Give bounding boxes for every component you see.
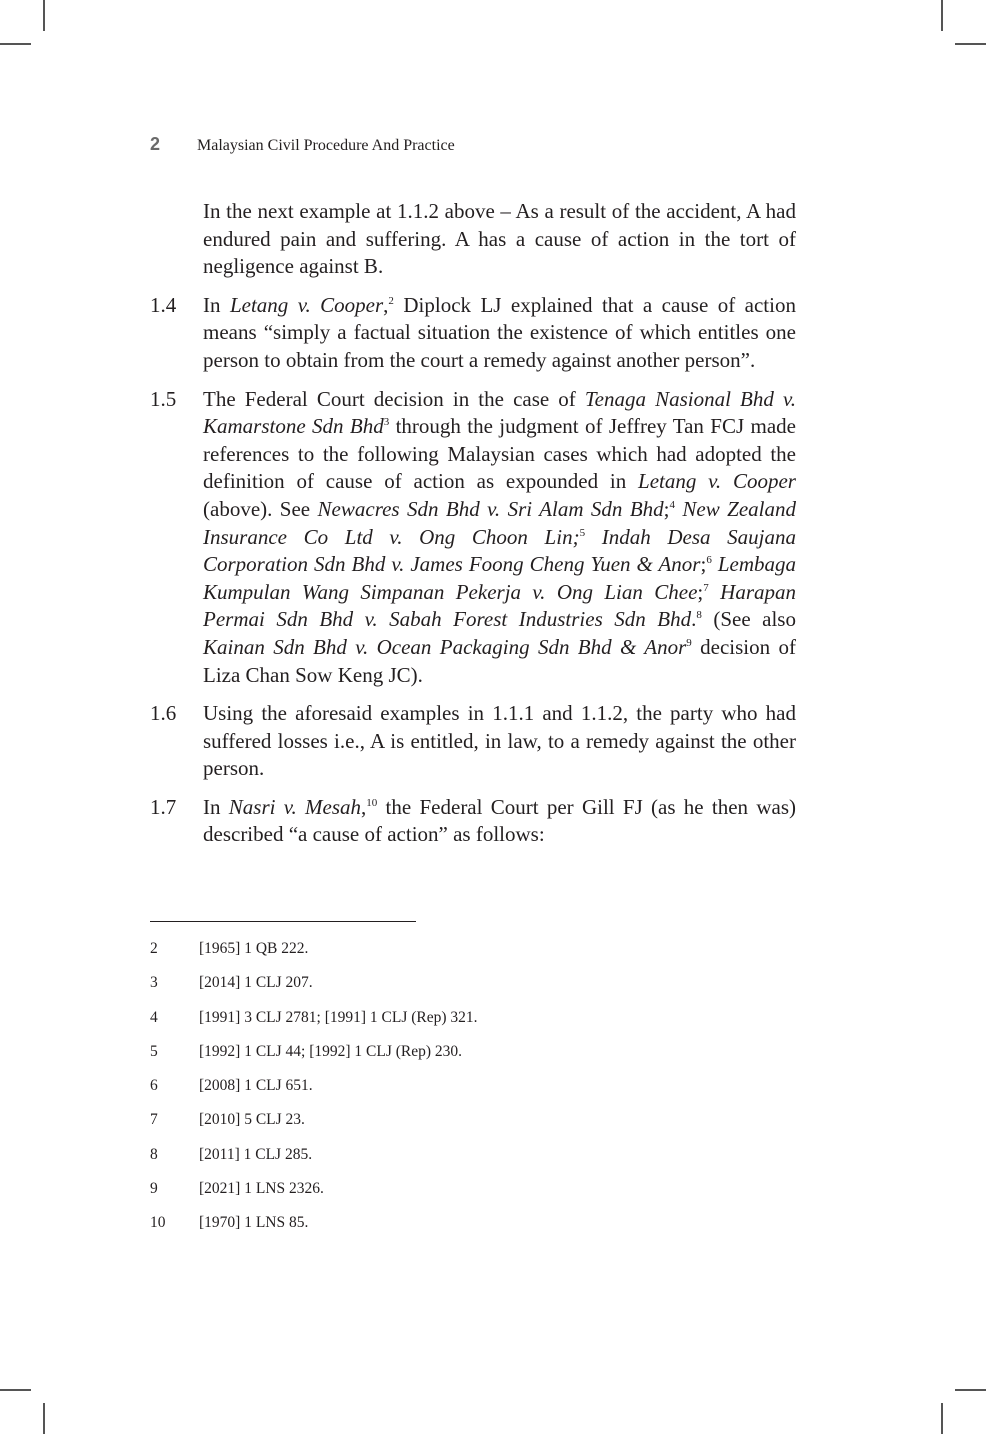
footnote-reference: 6 — [706, 553, 712, 566]
crop-mark-bottom-left-horizontal — [0, 1389, 31, 1391]
continuation-paragraph — [150, 198, 796, 281]
footnote-citation: [1970] 1 LNS 85. — [199, 1214, 309, 1232]
running-head — [150, 134, 455, 158]
footnote-reference: 4 — [669, 498, 675, 511]
text-run: The Federal Court decision in the case of — [203, 386, 585, 411]
case-name: Indah Desa Saujana Corporation Sdn Bhd v. James Foong Cheng Yuen & Anor — [203, 524, 796, 577]
footnote-8 — [150, 1146, 478, 1180]
paragraph-number: 1.4 — [150, 292, 177, 317]
paragraph-1-5 — [150, 386, 796, 690]
footnote-6 — [150, 1077, 478, 1111]
footnote-number: 7 — [150, 1111, 158, 1129]
paragraph-1-4 — [150, 292, 796, 375]
paragraph-1-6 — [150, 700, 796, 783]
crop-mark-top-left-vertical — [43, 0, 45, 31]
footnote-number: 4 — [150, 1008, 158, 1026]
footnote-reference: 10 — [366, 796, 378, 809]
text-run: Diplock LJ explained that a cause of action means “simply a factual situation the existence of which entitles one person to obtain from the court a remedy against another person”. — [203, 292, 796, 372]
text-run: (above). See — [203, 496, 318, 521]
crop-mark-top-left-horizontal — [0, 43, 31, 45]
footnote-reference: 7 — [703, 581, 709, 594]
text-run: through the judgment of Jeffrey Tan FCJ made references to the following Malaysian cases which had adopted the definition of cause of action as expounded in — [203, 414, 796, 494]
footnote-reference: 5 — [579, 526, 586, 539]
footnote-citation: [2021] 1 LNS 2326. — [199, 1180, 324, 1198]
footnote-citation: [1991] 3 CLJ 2781; [1991] 1 CLJ (Rep) 321. — [199, 1008, 478, 1026]
text-run: decision of Liza Chan Sow Keng JC). — [203, 634, 796, 687]
footnote-citation: [1992] 1 CLJ 44; [1992] 1 CLJ (Rep) 230. — [199, 1042, 463, 1060]
case-name: Lembaga Kumpulan Wang Simpanan Pekerja v. Ong Lian Chee — [203, 552, 796, 604]
paragraph-1-7 — [150, 794, 796, 849]
footnote-5 — [150, 1043, 478, 1077]
footnote-reference: 9 — [686, 636, 692, 649]
crop-mark-top-right-horizontal — [955, 43, 986, 45]
text-run: , — [361, 794, 367, 819]
text-run: In — [203, 292, 230, 317]
footnote-citation: [2014] 1 CLJ 207. — [199, 974, 313, 992]
footnote-number: 3 — [150, 974, 158, 992]
numbered-paragraphs — [150, 292, 796, 849]
text-run: ; — [697, 579, 704, 604]
footnote-separator — [150, 921, 416, 922]
case-name: Letang v. Cooper — [229, 292, 384, 317]
case-name: Nasri v. Mesah — [228, 794, 362, 819]
footnote-citation: [2008] 1 CLJ 651. — [199, 1077, 313, 1095]
footnotes — [150, 940, 478, 1249]
body-text — [150, 198, 796, 860]
footnote-10 — [150, 1214, 478, 1248]
text-run: ; — [700, 552, 707, 577]
paragraph-number: 1.5 — [150, 386, 177, 411]
case-name: Harapan Permai Sdn Bhd v. Sabah Forest Industries Sdn Bhd — [203, 579, 796, 632]
footnote-4 — [150, 1009, 478, 1043]
paragraph-text — [203, 386, 796, 690]
text-run: ; — [663, 496, 670, 521]
paragraph-text: In the next example at 1.1.2 above – As a result of the accident, A had endured pain and suffering. A has a cause of action in the tort of negligence against B. — [203, 199, 796, 279]
footnote-reference: 2 — [388, 294, 394, 307]
footnote-9 — [150, 1180, 478, 1214]
footnote-reference: 3 — [383, 415, 390, 428]
text-run: , — [383, 292, 389, 317]
footnote-citation: [2010] 5 CLJ 23. — [199, 1111, 305, 1129]
book-title: Malaysian Civil Procedure And Practice — [197, 137, 455, 154]
footnote-reference: 8 — [696, 609, 702, 622]
paragraph-text — [203, 700, 796, 783]
footnote-number: 9 — [150, 1180, 158, 1198]
crop-mark-bottom-right-horizontal — [955, 1389, 986, 1391]
case-name: New Zealand Insurance Co Ltd v. Ong Choon Lin; — [203, 496, 797, 549]
crop-mark-bottom-right-vertical — [941, 1403, 943, 1434]
paragraph-number: 1.6 — [150, 701, 177, 726]
footnote-number: 2 — [150, 940, 158, 957]
text-run: Using the aforesaid examples in 1.1.1 and 1.1.2, the party who had suffered losses i.e., A is entitled, in law, to a remedy against the other person. — [203, 701, 796, 781]
text-run: In — [203, 794, 229, 819]
paragraph-text — [203, 794, 796, 849]
footnote-number: 8 — [150, 1145, 158, 1163]
case-name: Tenaga Nasional Bhd v. Kamarstone Sdn Bhd — [203, 386, 796, 439]
footnote-citation: [1965] 1 QB 222. — [199, 940, 309, 957]
footnote-citation: [2011] 1 CLJ 285. — [199, 1145, 313, 1163]
paragraph-number: 1.7 — [150, 794, 177, 819]
footnote-number: 10 — [150, 1214, 166, 1232]
text-run: the Federal Court per Gill FJ (as he then was) described “a cause of action” as follows: — [203, 794, 796, 847]
crop-mark-top-right-vertical — [941, 0, 943, 31]
footnote-7 — [150, 1111, 478, 1145]
case-name: Newacres Sdn Bhd v. Sri Alam Sdn Bhd — [317, 496, 664, 521]
text-run: . — [691, 607, 697, 632]
page-number: 2 — [150, 134, 161, 154]
footnote-number: 5 — [150, 1042, 158, 1060]
crop-mark-bottom-left-vertical — [43, 1403, 45, 1434]
footnote-number: 6 — [150, 1077, 158, 1095]
footnote-3 — [150, 974, 478, 1008]
paragraph-text — [203, 292, 796, 375]
case-name: Letang v. Cooper — [638, 469, 796, 494]
text-run: (See also — [701, 607, 796, 632]
footnote-2 — [150, 940, 478, 974]
case-name: Kainan Sdn Bhd v. Ocean Packaging Sdn Bhd & Anor — [203, 634, 687, 659]
